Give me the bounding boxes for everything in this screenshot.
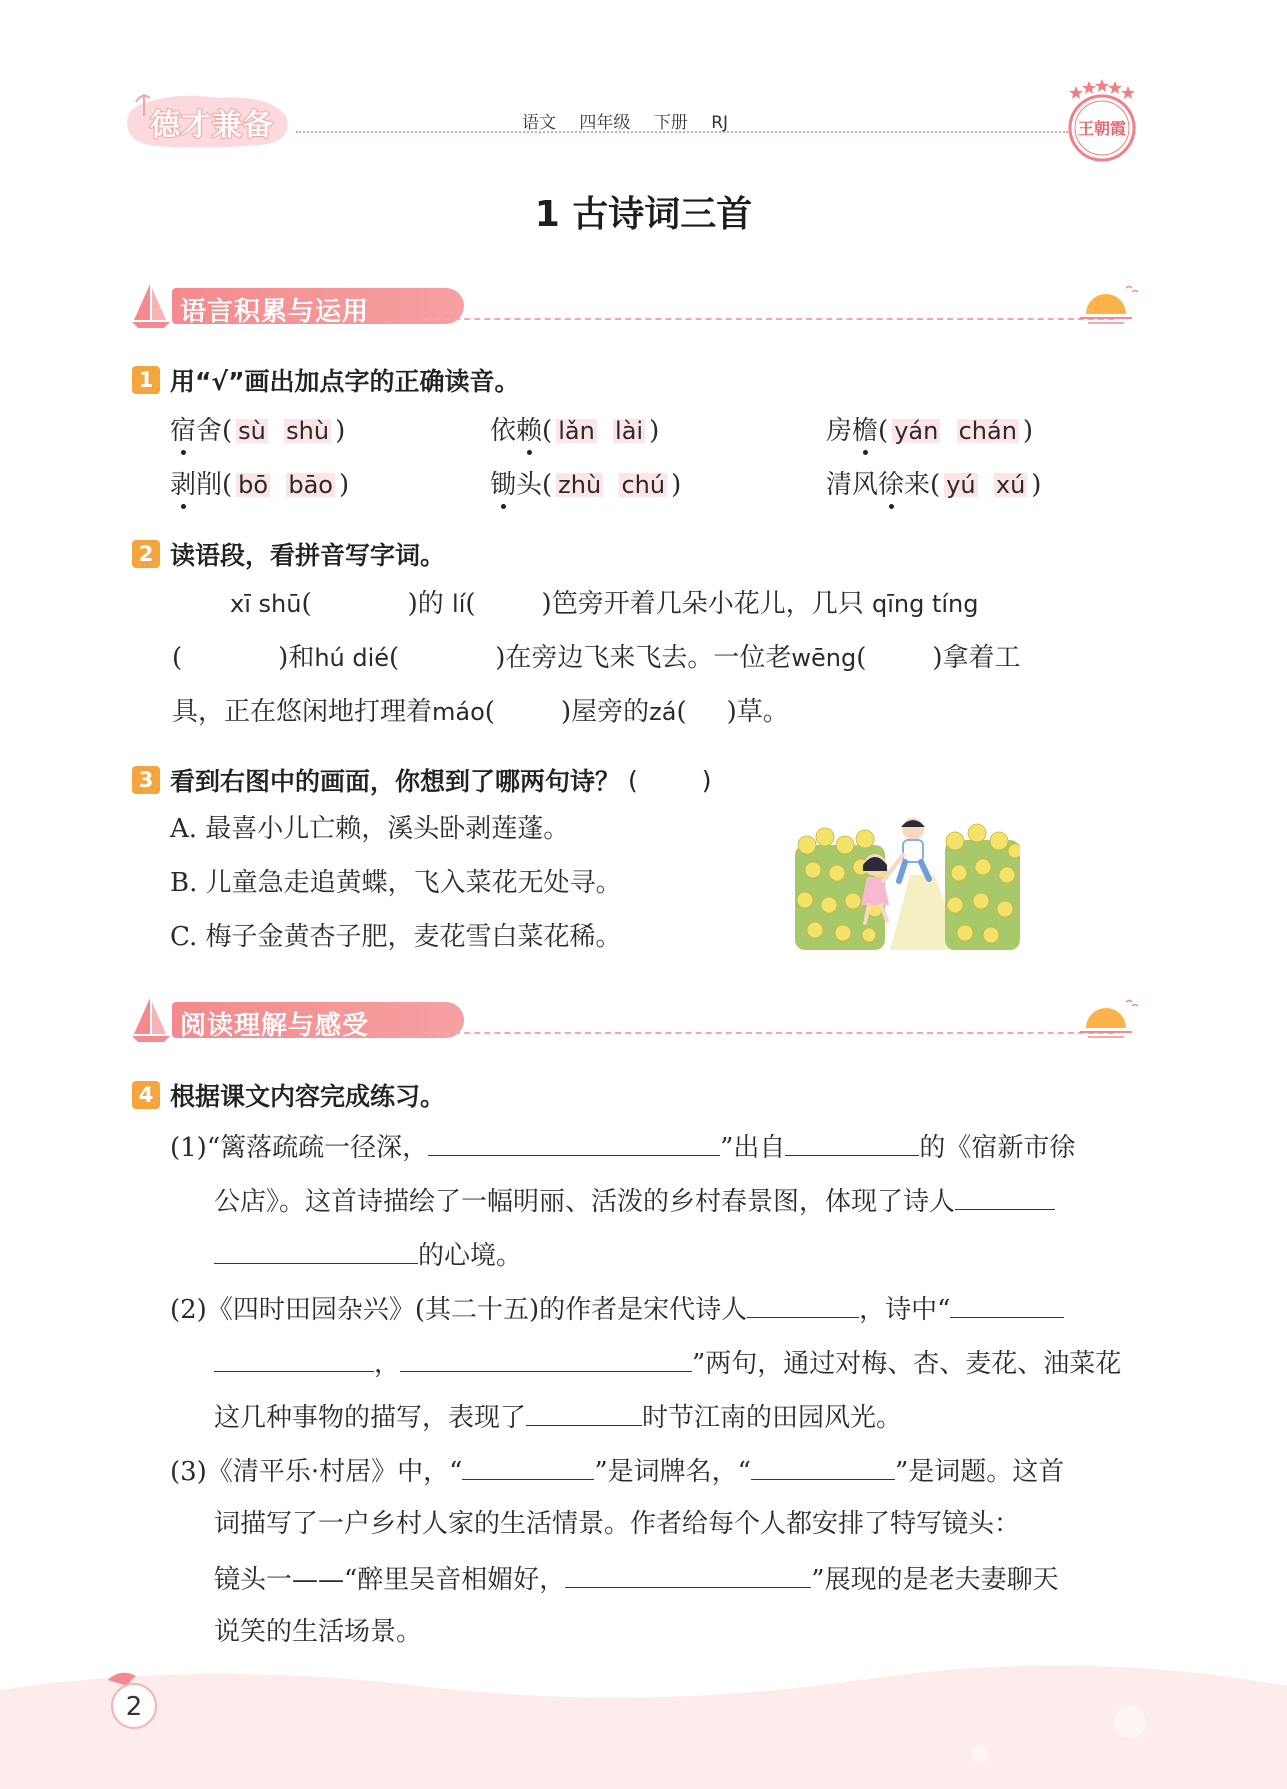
- q4-line-1: (1)“篱落疏疏一径深， ”出自 的《宿新市徐: [170, 1133, 1076, 1163]
- section-banner-2: [132, 1002, 1132, 1042]
- children-flower-field-illustration: [795, 815, 1020, 950]
- header-meta: [522, 108, 746, 133]
- sun-icon: [1074, 282, 1140, 328]
- passage-line-3: 具，正在悠闲地打理着máo( )屋旁的zá( )草。: [172, 697, 789, 727]
- pinyin-option[interactable]: bō: [238, 471, 269, 499]
- page-number-badge: [100, 1670, 160, 1730]
- section-title-1: 语言积累与运用: [180, 297, 370, 327]
- pinyin-option[interactable]: lài: [615, 417, 644, 445]
- svg-text:2: 2: [125, 1692, 143, 1722]
- author-seal: [1062, 78, 1142, 164]
- answer-blank[interactable]: [214, 1349, 374, 1372]
- answer-blank[interactable]: [428, 1133, 720, 1156]
- q4-line-2: 公店》。这首诗描绘了一幅明丽、活泼的乡村春景图，体现了诗人: [214, 1187, 1055, 1215]
- edition-label: RJ: [711, 113, 729, 133]
- question-3-heading: 3 看到右图中的画面，你想到了哪两句诗？ ( ): [132, 762, 711, 798]
- passage-line-1: xī shū( )的 lí( )笆旁开着几朵小花儿，几只 qīng tíng: [230, 589, 979, 619]
- answer-blank[interactable]: [687, 698, 727, 720]
- svg-text:王朝霞: 王朝霞: [1077, 119, 1127, 138]
- volume-label: 下册: [653, 113, 688, 133]
- pinyin-option[interactable]: xú: [995, 471, 1026, 499]
- answer-blank[interactable]: [950, 1295, 1064, 1318]
- answer-blank[interactable]: [565, 1565, 811, 1588]
- pinyin-item-6: 清风徐来( yú xú ): [826, 470, 1042, 500]
- answer-blank[interactable]: [866, 644, 932, 666]
- answer-blank[interactable]: [747, 1295, 859, 1318]
- option-a[interactable]: A. 最喜小儿亡赖，溪头卧剥莲蓬。: [170, 814, 570, 844]
- answer-blank[interactable]: [751, 1457, 895, 1480]
- pinyin-item-5: 锄头( zhù chú ): [490, 470, 682, 500]
- q4-line-10: 说笑的生活场景。: [214, 1617, 423, 1647]
- q4-line-6: 这几种事物的描写，表现了 时节江南的田园风光。: [214, 1403, 903, 1433]
- question-number: 4: [132, 1081, 160, 1109]
- q4-line-7: (3)《清平乐·村居》中，“ ”是词牌名，“ ”是词题。这首: [170, 1457, 1065, 1487]
- pinyin-item-2: 依赖( lǎn lài ): [490, 416, 660, 446]
- grade-label: 四年级: [579, 113, 631, 133]
- q4-line-9: 镜头一——“醉里吴音相媚好， ”展现的是老夫妻聊天: [214, 1565, 1059, 1595]
- answer-blank[interactable]: [400, 1349, 692, 1372]
- answer-blank[interactable]: [526, 1403, 642, 1426]
- answer-blank[interactable]: [462, 1457, 594, 1480]
- answer-blank[interactable]: [495, 698, 561, 720]
- brand-text: 德才兼备: [150, 108, 274, 143]
- answer-blank[interactable]: [182, 644, 278, 666]
- question-number: 1: [132, 366, 160, 394]
- q4-line-5: ， ”两句，通过对梅、杏、麦花、油菜花: [214, 1349, 1121, 1377]
- pinyin-item-1: 宿舍( sù shù ): [170, 416, 346, 446]
- q4-line-4: (2)《四时田园杂兴》(其二十五)的作者是宋代诗人 ，诗中“: [170, 1295, 1064, 1323]
- answer-blank[interactable]: [399, 644, 495, 666]
- answer-blank[interactable]: [214, 1241, 418, 1264]
- answer-blank[interactable]: [638, 771, 702, 793]
- pinyin-option[interactable]: bāo: [288, 471, 333, 499]
- question-number: 2: [132, 540, 160, 568]
- answer-blank[interactable]: [312, 590, 408, 612]
- page-title: 1 古诗词三首: [534, 194, 753, 235]
- pinyin-item-3: 房檐( yán chán ): [826, 416, 1034, 446]
- pinyin-option[interactable]: yú: [946, 471, 976, 499]
- answer-blank[interactable]: [785, 1133, 919, 1156]
- question-number: 3: [132, 766, 160, 794]
- pinyin-item-4: 剥削( bō bāo ): [170, 470, 350, 500]
- section-title-2: 阅读理解与感受: [180, 1011, 370, 1041]
- pinyin-option[interactable]: sù: [238, 417, 266, 445]
- sun-icon: [1074, 996, 1140, 1042]
- pinyin-option[interactable]: lǎn: [558, 417, 595, 445]
- question-1-heading: 1 用“√”画出加点字的正确读音。: [132, 362, 520, 398]
- passage-line-2: ( )和hú dié( )在旁边飞来飞去。一位老wēng( )拿着工: [172, 643, 1021, 673]
- subject-label: 语文: [522, 113, 556, 133]
- pinyin-option[interactable]: yán: [894, 417, 939, 445]
- option-c[interactable]: C. 梅子金黄杏子肥，麦花雪白菜花稀。: [170, 922, 622, 952]
- question-4-heading: 4 根据课文内容完成练习。: [132, 1077, 445, 1113]
- pinyin-option[interactable]: chú: [621, 471, 666, 499]
- pinyin-option[interactable]: shù: [286, 417, 330, 445]
- section-banner-1: [132, 288, 1132, 328]
- pinyin-option[interactable]: chán: [958, 417, 1017, 445]
- sail-icon: [130, 994, 174, 1044]
- sail-icon: [130, 280, 174, 330]
- footer-wave-decoration: [0, 1650, 1287, 1789]
- q4-line-3: 的心境。: [214, 1241, 522, 1269]
- pinyin-option[interactable]: zhù: [558, 471, 602, 499]
- answer-blank[interactable]: [476, 590, 542, 612]
- option-b[interactable]: B. 儿童急走追黄蝶，飞入菜花无处寻。: [170, 868, 622, 898]
- answer-blank[interactable]: [955, 1187, 1055, 1210]
- question-2-heading: 2 读语段，看拼音写字词。: [132, 536, 445, 572]
- q4-line-8: 词描写了一户乡村人家的生活情景。作者给每个人都安排了特写镜头：: [214, 1509, 1021, 1539]
